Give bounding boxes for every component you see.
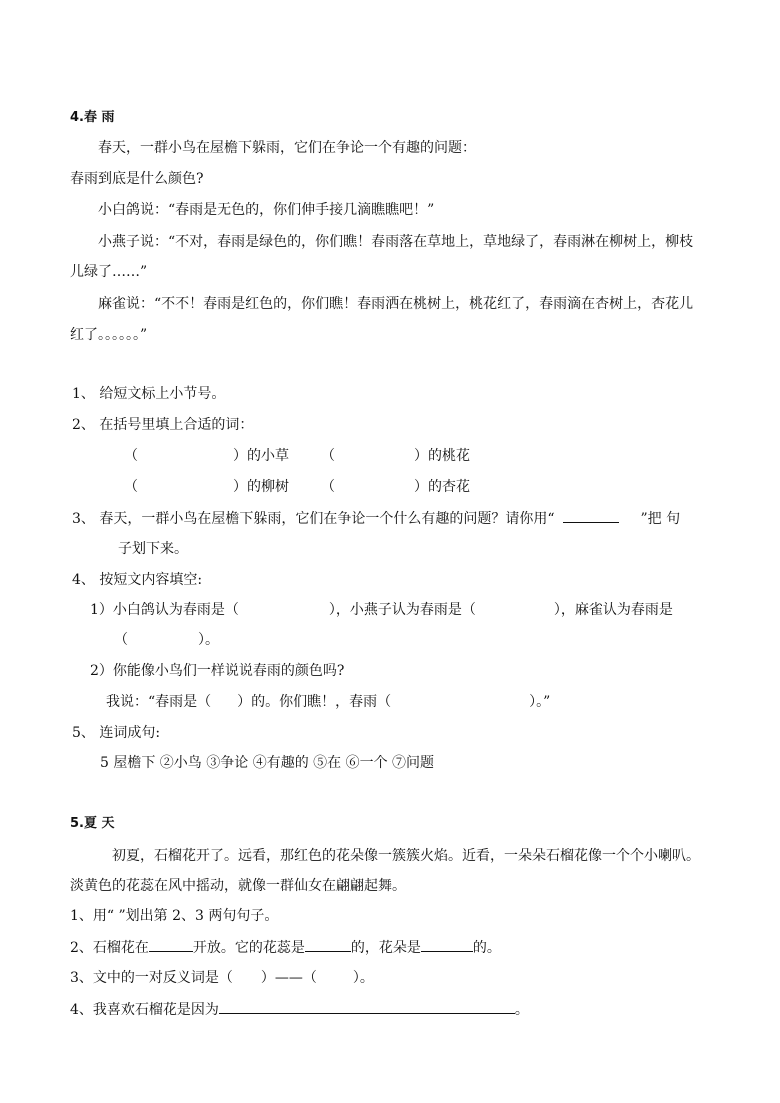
q4-1-part-a: 1）小白鸽认为春雨是（ — [90, 602, 239, 618]
q2-part-d: 的。 — [472, 940, 501, 956]
s4-paragraph-5-line-1: 麻雀说：“不不！春雨是红色的，你们瞧！春雨洒在桃树上，桃花红了，春雨滴在杏树上，杏花儿 — [98, 296, 694, 312]
q2-answer-willow: ）的柳树 — [233, 479, 289, 495]
s4-paragraph-1: 春天，一群小鸟在屋檐下躲雨，它们在争论一个有趣的问题： — [98, 140, 476, 156]
s4-question-4-1-line-2 — [114, 630, 219, 650]
s4-question-2: 2、 在括号里填上合适的词： — [72, 417, 254, 433]
s4-question-4-3 — [106, 692, 550, 712]
s5-paragraph-line-2: 淡黄色的花蕊在风中摇动，就像一群仙女在翩翩起舞。 — [70, 878, 406, 894]
q4-part-a: 4、我喜欢石榴花是因为 — [70, 1002, 219, 1018]
section-5-title: 5.夏 天 — [70, 816, 115, 831]
s4-question-1: 1、 给短文标上小节号。 — [72, 386, 226, 402]
s4-paragraph-3: 小白鸽说：“春雨是无色的，你们伸手接几滴瞧瞧吧！” — [98, 202, 435, 218]
q2-part-c: 的，花朵是 — [350, 940, 421, 956]
question-3-text: 3、 春天，一群小鸟在屋檐下躲雨，它们在争论一个什么有趣的问题？请你用“ — [72, 511, 555, 527]
q2-part-b: 开放。它的花蕊是 — [192, 940, 305, 956]
question-3-tail: ”把 句 — [640, 511, 681, 527]
q2-bracket-open: （ — [124, 448, 138, 464]
s5-question-2 — [70, 937, 501, 958]
s4-question-3-line-2: 子划下来。 — [118, 541, 188, 557]
s4-question-5-words: 5 屋檐下 ②小鸟 ③争论 ④有趣的 ⑤在 ⑥一个 ⑦问题 — [100, 755, 435, 771]
q4-1-part-c: ），麻雀认为春雨是 — [553, 602, 673, 618]
s4-paragraph-4-line-2: 儿绿了……” — [70, 264, 148, 280]
answer-blank[interactable] — [219, 999, 515, 1014]
s5-paragraph-line-1: 初夏，石榴花开了。远看，那红色的花朵像一簇簇火焰。近看，一朵朵石榴花像一个个小喇叭。 — [112, 848, 700, 864]
s4-question-4-1 — [90, 600, 673, 620]
s4-question-4-2: 2）你能像小鸟们一样说说春雨的颜色吗? — [90, 663, 345, 679]
q4-3-part-b: ）的。你们瞧！，春雨（ — [237, 694, 392, 710]
q4-part-b: 。 — [514, 1002, 529, 1018]
answer-blank[interactable] — [305, 937, 351, 952]
s4-paragraph-4-line-1: 小燕子说：“不对，春雨是绿色的，你们瞧！春雨落在草地上，草地绿了，春雨淋在柳树上，柳枝 — [98, 234, 694, 250]
q3-part-b: ）——（ — [260, 970, 317, 986]
q3-part-c: ）。 — [352, 970, 374, 986]
q4-1-part-d: （ — [114, 632, 128, 648]
q2-bracket-open: （ — [321, 448, 335, 464]
answer-blank[interactable] — [421, 937, 473, 952]
q4-1-part-e: ）。 — [198, 632, 219, 648]
q2-answer-grass: ）的小草 — [233, 448, 289, 464]
q4-1-part-b: ），小燕子认为春雨是（ — [328, 602, 476, 618]
q3-part-a: 3、文中的一对反义词是（ — [70, 970, 233, 986]
q2-part-a: 2、石榴花在 — [70, 940, 149, 956]
q2-answer-apricot: ）的杏花 — [414, 479, 470, 495]
s4-paragraph-2: 春雨到底是什么颜色? — [70, 171, 204, 187]
s5-question-1: 1、用“ ”划出第 2、3 两句句子。 — [70, 908, 279, 924]
s5-question-4 — [70, 999, 529, 1020]
q2-bracket-open: （ — [321, 479, 335, 495]
s4-paragraph-5-line-2: 红了。。。。。。” — [70, 327, 148, 343]
s5-question-3 — [70, 968, 374, 988]
section-4-title: 4.春 雨 — [70, 110, 115, 125]
underline-sample — [563, 508, 619, 523]
s4-question-5: 5、 连词成句: — [72, 725, 161, 741]
q2-answer-peach: ）的桃花 — [414, 448, 470, 464]
s4-question-3 — [72, 508, 680, 529]
q4-3-part-c: ）。” — [529, 694, 551, 710]
s4-question-4: 4、 按短文内容填空: — [72, 572, 203, 588]
q4-3-part-a: 我说：“春雨是（ — [106, 694, 212, 710]
answer-blank[interactable] — [149, 937, 193, 952]
q2-bracket-open: （ — [124, 479, 138, 495]
